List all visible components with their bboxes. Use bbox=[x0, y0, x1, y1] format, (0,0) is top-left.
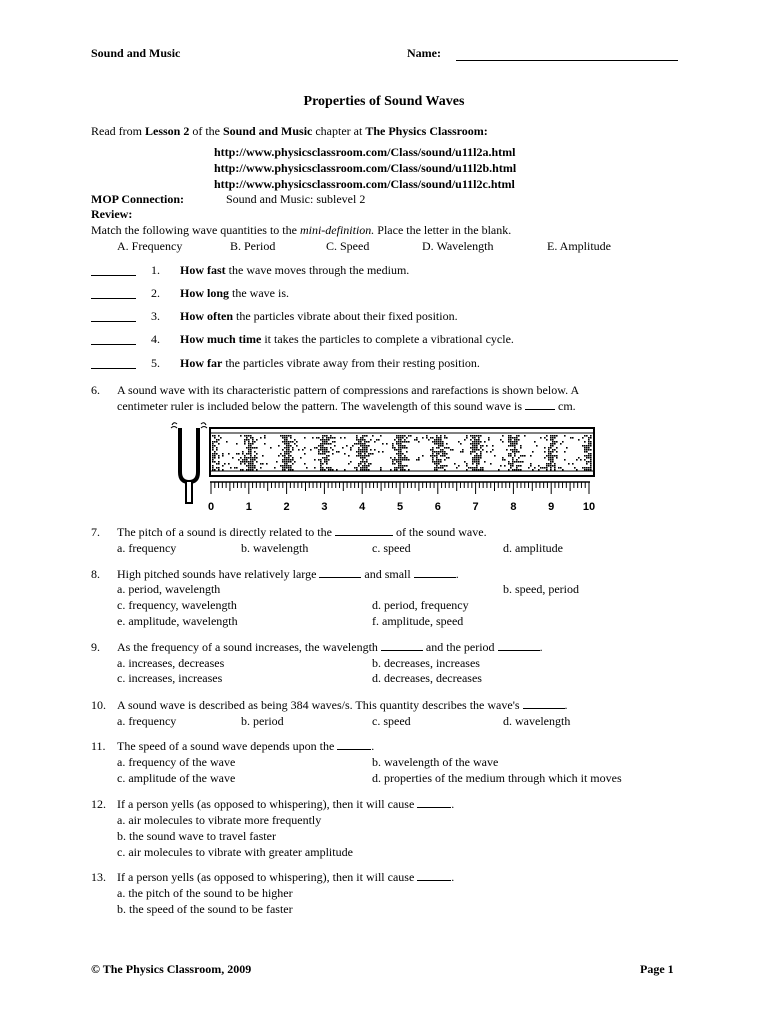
name-field-line[interactable] bbox=[456, 60, 678, 61]
url-link-1[interactable]: http://www.physicsclassroom.com/Class/sound/u11l2a.html bbox=[214, 145, 516, 159]
q10-stem bbox=[117, 698, 568, 713]
q12-num: 12. bbox=[91, 797, 106, 811]
match-bold-1: How fast bbox=[180, 263, 226, 277]
review-label: Review: bbox=[91, 207, 133, 221]
q12-choice-a[interactable]: a. air molecules to vibrate more frequently bbox=[117, 813, 322, 827]
match-num-1: 1. bbox=[151, 263, 160, 277]
intro-text bbox=[91, 124, 488, 139]
q9-pre: As the frequency of a sound increases, the wavelength bbox=[117, 640, 381, 654]
q8-choice-c[interactable]: c. frequency, wavelength bbox=[117, 598, 237, 612]
match-bold-4: How much time bbox=[180, 332, 262, 346]
q8-num: 8. bbox=[91, 567, 100, 581]
footer-copyright: © The Physics Classroom, 2009 bbox=[91, 962, 252, 976]
match-rest-1: the wave moves through the medium. bbox=[225, 263, 410, 277]
q13-num: 13. bbox=[91, 870, 106, 884]
q13-choice-a[interactable]: a. the pitch of the sound to be higher bbox=[117, 886, 293, 900]
ruler-labels bbox=[208, 501, 595, 513]
q11-blank[interactable] bbox=[337, 739, 371, 750]
q12-choice-b[interactable]: b. the sound wave to travel faster bbox=[117, 829, 276, 843]
answer-blank-4[interactable] bbox=[91, 344, 136, 345]
q7-stem bbox=[117, 525, 487, 540]
q8-pre: High pitched sounds have relatively large bbox=[117, 567, 320, 581]
course-title: Sound and Music bbox=[91, 46, 181, 60]
q12-post: . bbox=[451, 797, 455, 811]
match-bold-5: How far bbox=[180, 356, 223, 370]
ruler-label-3: 3 bbox=[321, 501, 328, 513]
instr-post: Place the letter in the blank. bbox=[374, 223, 512, 237]
option-c: C. Speed bbox=[326, 239, 370, 253]
ruler-label-2: 2 bbox=[283, 501, 290, 513]
url-link-2[interactable]: http://www.physicsclassroom.com/Class/sound/u11l2b.html bbox=[214, 161, 517, 175]
q10-choice-d[interactable]: d. wavelength bbox=[503, 714, 571, 728]
ruler-label-5: 5 bbox=[396, 501, 404, 513]
intro-mid2: chapter at bbox=[312, 124, 366, 138]
q7-choice-c[interactable]: c. speed bbox=[372, 541, 411, 555]
option-d: D. Wavelength bbox=[422, 239, 494, 253]
match-rest-4: it takes the particles to complete a vibrational cycle. bbox=[261, 332, 514, 346]
answer-blank-5[interactable] bbox=[91, 368, 136, 369]
q8-post: . bbox=[455, 567, 459, 581]
q11-pre: The speed of a sound wave depends upon the bbox=[117, 739, 338, 753]
answer-blank-1[interactable] bbox=[91, 275, 136, 276]
intro-mid1: of the bbox=[189, 124, 223, 138]
q8-choice-e[interactable]: e. amplitude, wavelength bbox=[117, 614, 238, 628]
q9-choice-b[interactable]: b. decreases, increases bbox=[372, 656, 480, 670]
wave-tube bbox=[210, 428, 594, 476]
match-bold-2: How long bbox=[180, 286, 230, 300]
ruler-label-7: 7 bbox=[472, 501, 479, 513]
q9-num: 9. bbox=[91, 640, 100, 654]
q13-blank[interactable] bbox=[417, 870, 451, 881]
q7-num: 7. bbox=[91, 525, 100, 539]
q6-blank[interactable] bbox=[525, 399, 555, 410]
match-num-5: 5. bbox=[151, 356, 160, 370]
option-a: A. Frequency bbox=[117, 239, 183, 253]
footer-page-number: Page 1 bbox=[640, 962, 674, 976]
q7-post: of the sound wave. bbox=[392, 525, 487, 539]
ruler-label-0: 0 bbox=[207, 501, 215, 513]
option-b: B. Period bbox=[230, 239, 276, 253]
q6-line2-pre: centimeter ruler is included below the pattern. The wavelength of this sound wave is bbox=[117, 399, 525, 413]
q9-mid: and the period bbox=[422, 640, 498, 654]
q6-line2 bbox=[117, 399, 576, 414]
option-e: E. Amplitude bbox=[547, 239, 611, 253]
q11-post: . bbox=[371, 739, 375, 753]
q10-blank[interactable] bbox=[523, 698, 565, 709]
match-num-4: 4. bbox=[151, 332, 160, 346]
q12-pre: If a person yells (as opposed to whispering), then it will cause bbox=[117, 797, 418, 811]
q10-post: . bbox=[564, 698, 568, 712]
q8-blank-1[interactable] bbox=[319, 567, 361, 578]
q6-line1: A sound wave with its characteristic pattern of compressions and rarefactions is shown below. A bbox=[117, 383, 580, 397]
q9-blank-1[interactable] bbox=[381, 640, 423, 651]
intro-site: The Physics Classroom: bbox=[365, 124, 488, 138]
q12-stem bbox=[117, 797, 454, 812]
match-rest-2: the wave is. bbox=[229, 286, 289, 300]
q8-blank-2[interactable] bbox=[414, 567, 456, 578]
q9-choice-d[interactable]: d. decreases, decreases bbox=[372, 671, 482, 685]
q11-choice-d[interactable]: d. properties of the medium through which it moves bbox=[372, 771, 622, 785]
q11-num: 11. bbox=[91, 739, 106, 753]
q7-blank[interactable] bbox=[335, 525, 393, 536]
q8-stem bbox=[117, 567, 459, 582]
match-rest-3: the particles vibrate about their fixed position. bbox=[233, 309, 458, 323]
ruler-label-9: 9 bbox=[548, 501, 555, 513]
match-text-5 bbox=[180, 356, 480, 371]
q10-choice-a[interactable]: a. frequency bbox=[117, 714, 177, 728]
q10-choice-c[interactable]: c. speed bbox=[372, 714, 411, 728]
match-bold-3: How often bbox=[180, 309, 233, 323]
q8-choice-b[interactable]: b. speed, period bbox=[503, 582, 579, 596]
q9-stem bbox=[117, 640, 543, 655]
intro-pre: Read from bbox=[91, 124, 145, 138]
q11-stem bbox=[117, 739, 374, 754]
ruler-label-4: 4 bbox=[359, 501, 366, 513]
match-text-4 bbox=[180, 332, 514, 347]
match-text-1 bbox=[180, 263, 409, 278]
q10-choice-b[interactable]: b. period bbox=[241, 714, 284, 728]
ruler-label-6: 6 bbox=[434, 501, 441, 513]
q9-blank-2[interactable] bbox=[498, 640, 540, 651]
q10-pre: A sound wave is described as being 384 waves/s. This quantity describes the wave's bbox=[117, 698, 523, 712]
intro-lesson: Lesson 2 bbox=[144, 124, 190, 138]
q9-post: . bbox=[539, 640, 543, 654]
name-label: Name: bbox=[407, 46, 441, 60]
sound-wave-figure bbox=[168, 418, 600, 514]
instr-pre: Match the following wave quantities to the bbox=[91, 223, 300, 237]
centimeter-ruler bbox=[208, 482, 595, 513]
url-link-3[interactable]: http://www.physicsclassroom.com/Class/sound/u11l2c.html bbox=[214, 177, 515, 191]
q11-choice-a[interactable]: a. frequency of the wave bbox=[117, 755, 236, 769]
q8-choice-d[interactable]: d. period, frequency bbox=[372, 598, 469, 612]
instr-em: mini-definition. bbox=[299, 223, 375, 237]
page-title: Properties of Sound Waves bbox=[303, 94, 465, 109]
ruler-label-10: 10 bbox=[582, 501, 596, 513]
match-num-2: 2. bbox=[151, 286, 160, 300]
tuning-fork-icon bbox=[171, 423, 207, 503]
q13-stem bbox=[117, 870, 454, 885]
ruler-label-8: 8 bbox=[510, 501, 517, 513]
q13-post: . bbox=[451, 870, 455, 884]
mop-label: MOP Connection: bbox=[91, 192, 184, 206]
q7-pre: The pitch of a sound is directly related to the bbox=[117, 525, 335, 539]
review-instructions bbox=[91, 223, 511, 238]
q9-choice-c[interactable]: c. increases, increases bbox=[117, 671, 223, 685]
intro-chapter: Sound and Music bbox=[222, 124, 313, 138]
q7-choice-b[interactable]: b. wavelength bbox=[241, 541, 309, 555]
match-rest-5: the particles vibrate away from their resting position. bbox=[222, 356, 480, 370]
q8-mid: and small bbox=[361, 567, 414, 581]
q8-choice-a[interactable]: a. period, wavelength bbox=[117, 582, 221, 596]
q13-pre: If a person yells (as opposed to whispering), then it will cause bbox=[117, 870, 418, 884]
match-text-3 bbox=[180, 309, 458, 324]
q8-choice-f[interactable]: f. amplitude, speed bbox=[372, 614, 464, 628]
match-num-3: 3. bbox=[151, 309, 160, 323]
q7-choice-a[interactable]: a. frequency bbox=[117, 541, 177, 555]
match-text-2 bbox=[180, 286, 289, 301]
q11-choice-c[interactable]: c. amplitude of the wave bbox=[117, 771, 236, 785]
q13-choice-b[interactable]: b. the speed of the sound to be faster bbox=[117, 902, 293, 916]
q6-num: 6. bbox=[91, 383, 100, 397]
ruler-ticks bbox=[211, 482, 589, 494]
ruler-label-1: 1 bbox=[245, 501, 252, 513]
mop-value: Sound and Music: sublevel 2 bbox=[226, 192, 366, 206]
q10-num: 10. bbox=[91, 698, 106, 712]
q6-line2-post: cm. bbox=[555, 399, 576, 413]
q11-choice-b[interactable]: b. wavelength of the wave bbox=[372, 755, 499, 769]
q9-choice-a[interactable]: a. increases, decreases bbox=[117, 656, 225, 670]
q12-blank[interactable] bbox=[417, 797, 451, 808]
answer-blank-2[interactable] bbox=[91, 298, 136, 299]
q12-choice-c[interactable]: c. air molecules to vibrate with greater amplitude bbox=[117, 845, 353, 859]
q7-choice-d[interactable]: d. amplitude bbox=[503, 541, 563, 555]
answer-blank-3[interactable] bbox=[91, 321, 136, 322]
